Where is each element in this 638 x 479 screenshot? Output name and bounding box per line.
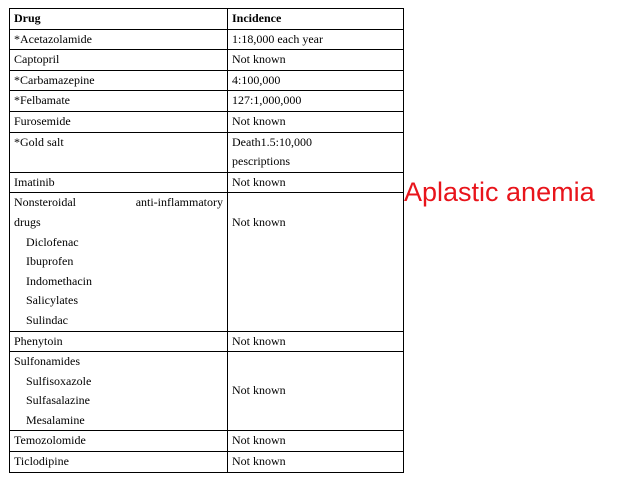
table-row [10,352,404,431]
incidence-line: pescriptions [232,154,290,169]
incidence-cell: Not known [228,111,404,132]
drug-subitem: Diclofenac [26,234,79,249]
drug-cell: Furosemide [10,111,228,132]
table-row [10,132,404,172]
drug-cell [10,193,228,331]
drug-incidence-table [9,8,404,473]
incidence-cell [228,193,404,331]
drug-subitem: Mesalamine [26,412,85,427]
incidence-line: Not known [232,214,286,229]
table-row [10,431,404,452]
incidence-cell [228,132,404,172]
table-row [10,50,404,71]
drug-cell: *Acetazolamide [10,29,228,50]
drug-class-word: Nonsteroidal [14,195,76,210]
drug-cell: *Gold salt [10,132,228,172]
table-row [10,331,404,352]
incidence-cell: Not known [228,352,404,431]
drug-cell [10,352,228,431]
slide-title: Aplastic anemia [404,177,595,207]
table-row [10,111,404,132]
incidence-line: Death1.5:10,000 [232,134,312,149]
drug-cell: Phenytoin [10,331,228,352]
drug-subitem: Salicylates [26,293,78,308]
table-row [10,452,404,473]
table-header-row [10,9,404,30]
drug-cell: *Felbamate [10,91,228,112]
incidence-cell: 127:1,000,000 [228,91,404,112]
header-drug: Drug [10,9,228,30]
drug-subitem: Indomethacin [26,273,92,288]
drug-cell: Captopril [10,50,228,71]
incidence-cell: Not known [228,331,404,352]
drug-class-line [14,193,223,213]
drug-cell: *Carbamazepine [10,70,228,91]
drug-subitem: Sulfisoxazole [26,373,92,388]
header-incidence: Incidence [228,9,404,30]
drug-class-word: anti-inflammatory [135,195,223,210]
drug-subitem: Sulindac [26,312,68,327]
drug-cell: Imatinib [10,172,228,193]
incidence-cell: Not known [228,172,404,193]
incidence-cell: 4:100,000 [228,70,404,91]
table-row [10,193,404,331]
table-row [10,70,404,91]
incidence-cell: 1:18,000 each year [228,29,404,50]
incidence-cell: Not known [228,50,404,71]
table-row [10,29,404,50]
table-row [10,172,404,193]
drug-subitem: Sulfasalazine [26,393,90,408]
drug-cell: Ticlodipine [10,452,228,473]
drug-class-word: drugs [14,214,41,229]
drug-class-name: Sulfonamides [14,354,80,369]
table-row [10,91,404,112]
incidence-cell: Not known [228,431,404,452]
drug-subitem: Ibuprofen [26,254,74,269]
drug-cell: Temozolomide [10,431,228,452]
incidence-cell: Not known [228,452,404,473]
